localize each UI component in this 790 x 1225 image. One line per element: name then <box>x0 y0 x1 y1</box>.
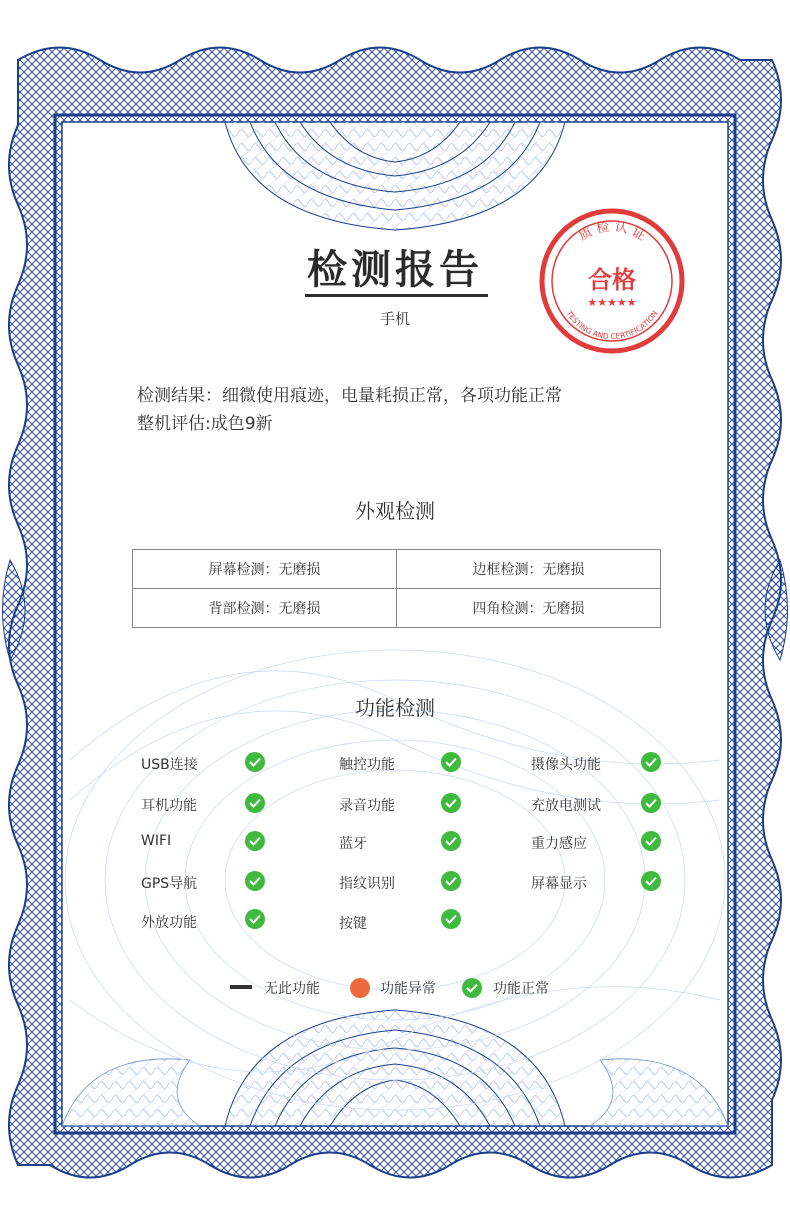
feature-camera: 摄像头功能 <box>531 757 601 773</box>
feature-speaker: 外放功能 <box>141 915 197 931</box>
legend-abnormal-label: 功能异常 <box>380 981 436 997</box>
report-title: 检测报告 <box>307 247 483 293</box>
stamp-stars: ★★★★★ <box>587 296 637 309</box>
feature-recording: 录音功能 <box>339 798 395 814</box>
check-icon <box>245 793 265 813</box>
feature-charging: 充放电测试 <box>531 798 601 814</box>
no-function-dash-icon <box>230 985 252 989</box>
check-icon <box>245 752 265 772</box>
title-underline <box>305 294 488 297</box>
abnormal-dot-icon <box>350 978 370 998</box>
feature-display: 屏幕显示 <box>531 876 587 892</box>
summary-block <box>137 382 562 438</box>
feature-bluetooth: 蓝牙 <box>339 836 367 852</box>
corner-check-cell: 四角检测：无磨损 <box>397 589 661 628</box>
function-heading: 功能检测 <box>355 696 435 720</box>
check-icon <box>441 909 461 929</box>
feature-usb: USB连接 <box>141 757 198 773</box>
feature-headphone: 耳机功能 <box>141 798 197 814</box>
appearance-table <box>132 549 661 628</box>
check-icon <box>441 752 461 772</box>
stamp-center-text: 合格 <box>588 266 636 294</box>
check-icon <box>641 831 661 851</box>
feature-buttons: 按键 <box>339 916 367 932</box>
stamp-top-text: 质 检 认 证 <box>576 219 648 245</box>
check-icon <box>462 978 482 998</box>
grade-line: 整机评估:成色9新 <box>137 414 273 434</box>
check-icon <box>441 871 461 891</box>
feature-gps: GPS导航 <box>141 876 198 892</box>
check-icon <box>441 793 461 813</box>
stamp-bottom-text: TESTING AND CERTIFICATION <box>564 309 660 342</box>
back-check-cell: 背部检测：无磨损 <box>133 589 397 628</box>
frame-check-cell: 边框检测：无磨损 <box>397 550 661 589</box>
check-icon <box>245 909 265 929</box>
result-line: 检测结果：细微使用痕迹，电量耗损正常，各项功能正常 <box>137 386 562 406</box>
feature-touch: 触控功能 <box>339 757 395 773</box>
check-icon <box>245 831 265 851</box>
check-icon <box>441 831 461 851</box>
appearance-heading: 外观检测 <box>355 499 435 523</box>
feature-wifi: WIFI <box>141 833 172 849</box>
feature-fingerprint: 指纹识别 <box>339 876 395 892</box>
report-subtitle: 手机 <box>379 310 410 328</box>
legend-normal-label: 功能正常 <box>493 981 549 997</box>
feature-gravity: 重力感应 <box>531 836 587 852</box>
check-icon <box>641 752 661 772</box>
check-icon <box>245 871 265 891</box>
legend-none-label: 无此功能 <box>264 981 320 997</box>
screen-check-cell: 屏幕检测：无磨损 <box>133 550 397 589</box>
check-icon <box>641 793 661 813</box>
check-icon <box>641 871 661 891</box>
certification-stamp <box>537 206 687 356</box>
